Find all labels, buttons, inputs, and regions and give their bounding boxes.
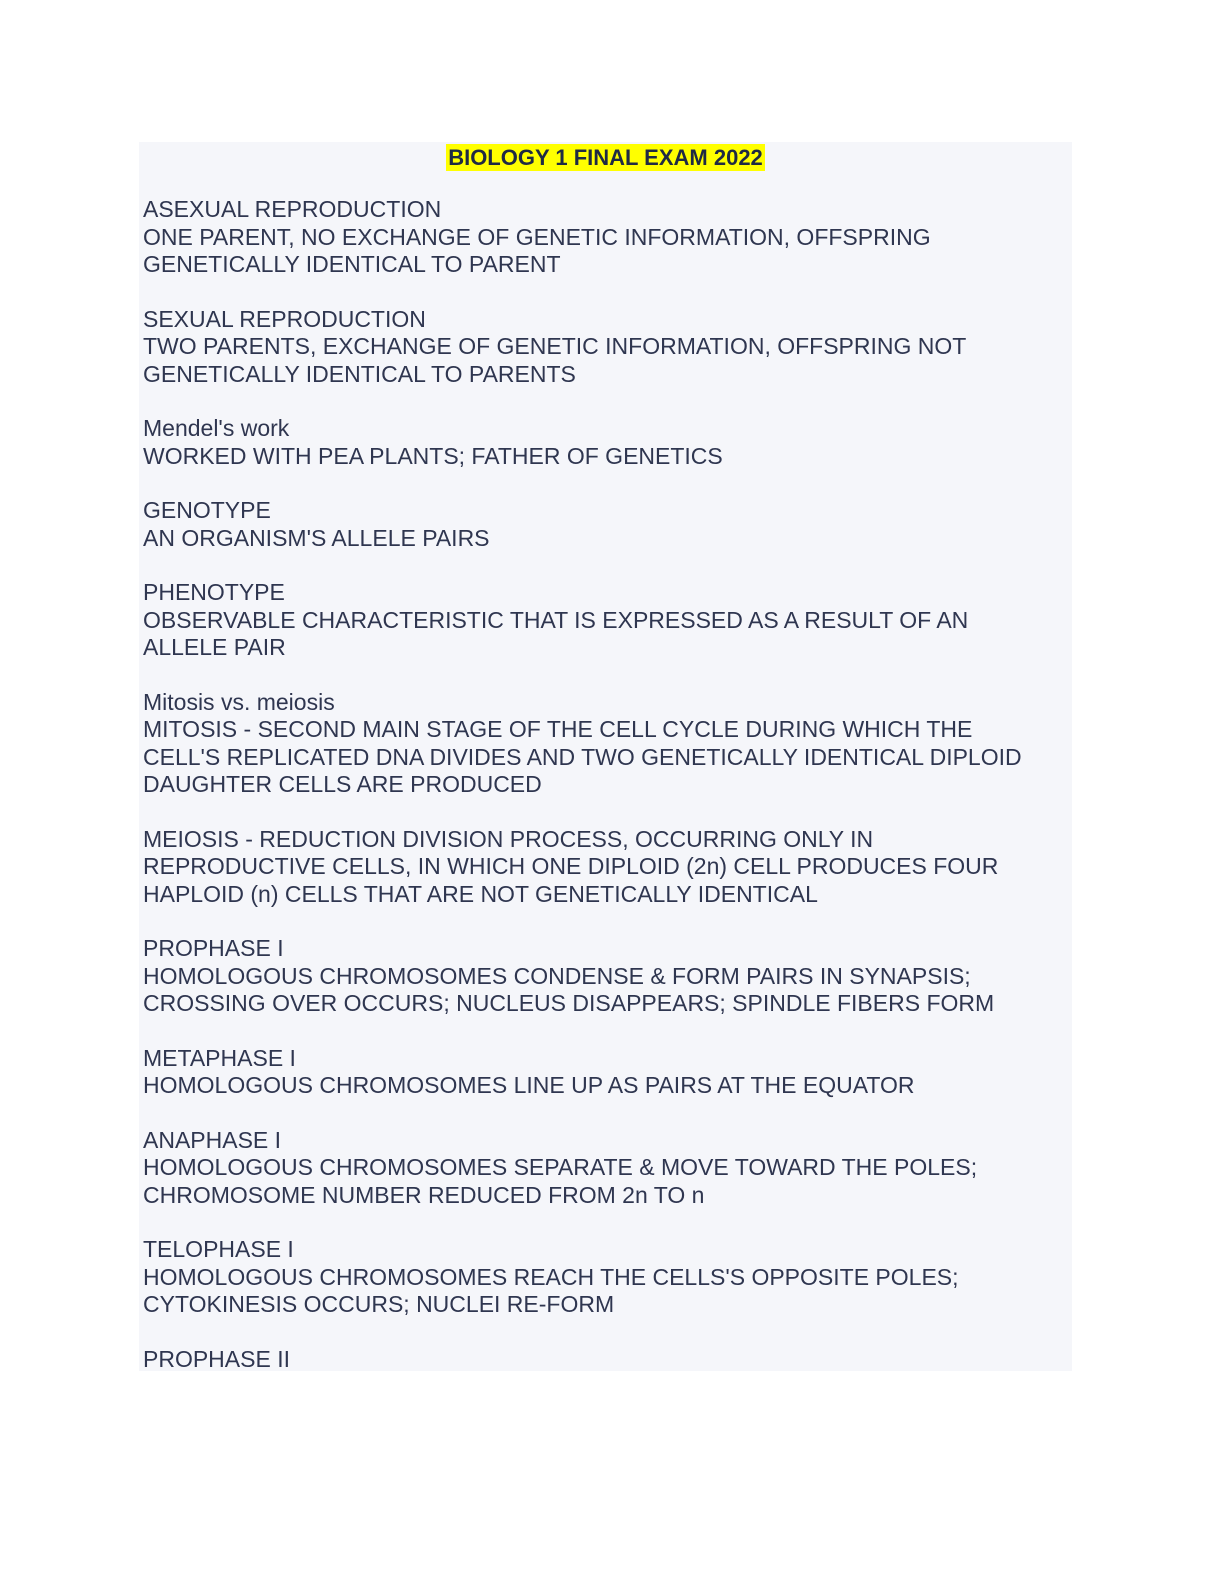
- definition-line: HOMOLOGOUS CHROMOSOMES SEPARATE & MOVE TOWARD THE POLES;: [143, 1154, 978, 1180]
- study-sheet: [139, 142, 1072, 1371]
- term-label: PROPHASE I: [143, 935, 284, 961]
- term-entry: [143, 415, 1068, 470]
- definition-line: OBSERVABLE CHARACTERISTIC THAT IS EXPRESSED AS A RESULT OF AN: [143, 606, 969, 633]
- definition-line: HAPLOID (n) CELLS THAT ARE NOT GENETICALLY IDENTICAL: [143, 880, 818, 907]
- definition-line: HOMOLOGOUS CHROMOSOMES CONDENSE & FORM PAIRS IN SYNAPSIS;: [143, 962, 971, 989]
- term-label: PROPHASE II: [143, 1345, 290, 1372]
- definition-line: DAUGHTER CELLS ARE PRODUCED: [143, 771, 542, 797]
- term-list: [143, 196, 1068, 1400]
- definition-line: CROSSING OVER OCCURS; NUCLEUS DISAPPEARS; SPINDLE FIBERS FORM: [143, 990, 995, 1016]
- term-entry: [143, 689, 1068, 799]
- definition-line: CHROMOSOME NUMBER REDUCED FROM 2n TO n: [143, 1181, 705, 1208]
- term-entry: [143, 1127, 1068, 1210]
- definition-line: GENETICALLY IDENTICAL TO PARENTS: [143, 360, 576, 387]
- term-label: Mendel's work: [143, 415, 290, 441]
- term-label: ANAPHASE I: [143, 1126, 282, 1153]
- definition-line: MEIOSIS - REDUCTION DIVISION PROCESS, OCCURRING ONLY IN: [143, 825, 874, 852]
- term-label: PHENOTYPE: [143, 579, 285, 605]
- definition-line: AN ORGANISM'S ALLELE PAIRS: [143, 524, 490, 551]
- term-label: METAPHASE I: [143, 1044, 296, 1071]
- definition-line: CELL'S REPLICATED DNA DIVIDES AND TWO GENETICALLY IDENTICAL DIPLOID: [143, 743, 1022, 770]
- term-entry: [143, 1346, 1068, 1374]
- definition-line: ONE PARENT, NO EXCHANGE OF GENETIC INFORMATION, OFFSPRING: [143, 223, 931, 250]
- term-entry: [143, 1045, 1068, 1100]
- definition-line: CYTOKINESIS OCCURS; NUCLEI RE-FORM: [143, 1291, 615, 1317]
- title-row: [139, 144, 1072, 171]
- definition-line: ALLELE PAIR: [143, 634, 286, 660]
- definition-line: WORKED WITH PEA PLANTS; FATHER OF GENETICS: [143, 442, 723, 469]
- definition-line: HOMOLOGOUS CHROMOSOMES LINE UP AS PAIRS AT THE EQUATOR: [143, 1072, 915, 1098]
- term-entry: [143, 935, 1068, 1018]
- term-entry: [143, 306, 1068, 389]
- term-label: Mitosis vs. meiosis: [143, 688, 335, 715]
- term-entry: [143, 579, 1068, 662]
- term-entry: [143, 196, 1068, 279]
- term-entry: [143, 497, 1068, 552]
- definition-line: MITOSIS - SECOND MAIN STAGE OF THE CELL CYCLE DURING WHICH THE: [143, 716, 973, 742]
- term-label: GENOTYPE: [143, 497, 271, 523]
- term-label: ASEXUAL REPRODUCTION: [143, 196, 442, 222]
- term-label: SEXUAL REPRODUCTION: [143, 305, 426, 332]
- definition-line: REPRODUCTIVE CELLS, IN WHICH ONE DIPLOID (2n) CELL PRODUCES FOUR: [143, 853, 999, 879]
- term-label: TELOPHASE I: [143, 1236, 294, 1262]
- term-entry: [143, 1236, 1068, 1319]
- definition-line: HOMOLOGOUS CHROMOSOMES REACH THE CELLS'S OPPOSITE POLES;: [143, 1263, 959, 1290]
- term-entry: [143, 826, 1068, 909]
- definition-line: GENETICALLY IDENTICAL TO PARENT: [143, 251, 561, 277]
- document-title: BIOLOGY 1 FINAL EXAM 2022: [448, 145, 763, 170]
- definition-line: TWO PARENTS, EXCHANGE OF GENETIC INFORMATION, OFFSPRING NOT: [143, 333, 967, 359]
